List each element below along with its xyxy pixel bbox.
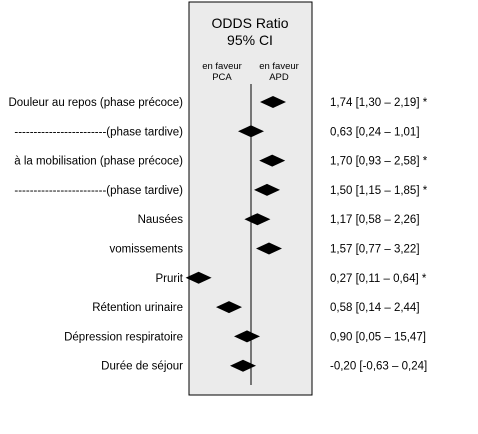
ci-value: 0,90 [0,05 – 15,47] — [330, 331, 426, 344]
ci-value: 1,74 [1,30 – 2,19] * — [330, 97, 428, 109]
ci-value: 0,58 [0,14 – 2,44] — [330, 302, 420, 315]
favor-right-line2: APD — [269, 72, 289, 83]
ci-value: 1,57 [0,77 – 3,22] — [330, 243, 420, 256]
favor-left-line2: PCA — [212, 72, 232, 83]
row-label: Dépression respiratoire — [64, 331, 183, 344]
ci-value: -0,20 [-0,63 – 0,24] — [330, 360, 428, 373]
chart-title: ODDS Ratio — [211, 15, 289, 31]
ci-value: 0,27 [0,11 – 0,64] * — [330, 272, 427, 285]
row-label: Rétention urinaire — [92, 302, 183, 315]
row-label: ------------------------(phase tardive) — [14, 184, 183, 197]
favor-right-line1: en faveur — [259, 61, 299, 72]
ci-value: 1,17 [0,58 – 2,26] — [330, 214, 420, 227]
favor-left-line1: en faveur — [202, 61, 242, 72]
chart-subtitle: 95% CI — [227, 32, 273, 48]
ci-value: 1,70 [0,93 – 2,58] * — [330, 155, 428, 168]
row-label: Nausées — [137, 214, 183, 227]
row-label: Durée de séjour — [101, 360, 183, 373]
row-label: Douleur au repos (phase précoce) — [8, 97, 183, 109]
ci-value: 0,63 [0,24 – 1,01] — [330, 126, 420, 139]
row-label: Prurit — [155, 272, 183, 285]
row-label: ------------------------(phase tardive) — [14, 126, 183, 139]
row-label: vomissements — [109, 243, 183, 256]
row-label: à la mobilisation (phase précoce) — [14, 155, 183, 168]
ci-value: 1,50 [1,15 – 1,85] * — [330, 184, 428, 197]
